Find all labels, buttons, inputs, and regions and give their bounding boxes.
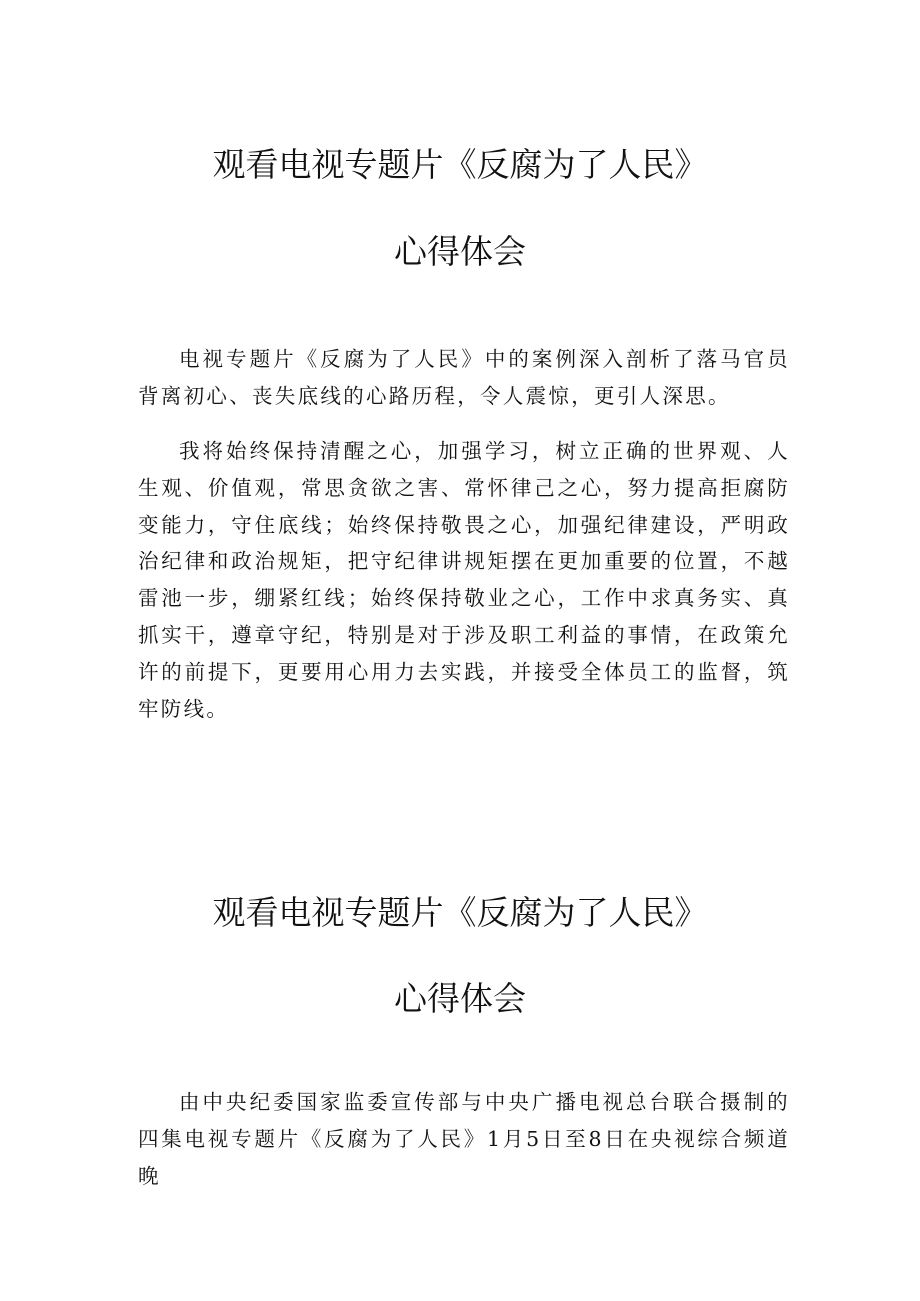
section-1-paragraph-1: 电视专题片《反腐为了人民》中的案例深入剖析了落马官员背离初心、丧失底线的心路历程，令人震惊，更引人深思。 [138, 347, 790, 408]
section-1-subtitle: 心得体会 [394, 232, 526, 271]
section-1-paragraph-2: 我将始终保持清醒之心，加强学习，树立正确的世界观、人生观、价值观，常思贪欲之害、常怀律己之心，努力提高拒腐防变能力，守住底线；始终保持敬畏之心，加强纪律建设，严明政治纪律和政治规矩，把守纪律讲规矩摆在更加重要的位置，不越雷池一步，绷紧红线；始终保持敬业之心，工作中求真务实、真抓实干，遵章守纪，特别是对于涉及职工利益的事情，在政策允许的前提下，更要用心用力去实践，并接受全体员工的监督，筑牢防线。 [138, 439, 790, 721]
section-2-title: 观看电视专题片《反腐为了人民》 [212, 893, 708, 932]
section-2-subtitle: 心得体会 [394, 979, 526, 1018]
section-2-paragraph-1: 由中央纪委国家监委宣传部与中央广播电视总台联合摄制的四集电视专题片《反腐为了人民》1月5日至8日在央视综合频道晚 [138, 1090, 790, 1188]
section-1-title: 观看电视专题片《反腐为了人民》 [212, 145, 708, 184]
